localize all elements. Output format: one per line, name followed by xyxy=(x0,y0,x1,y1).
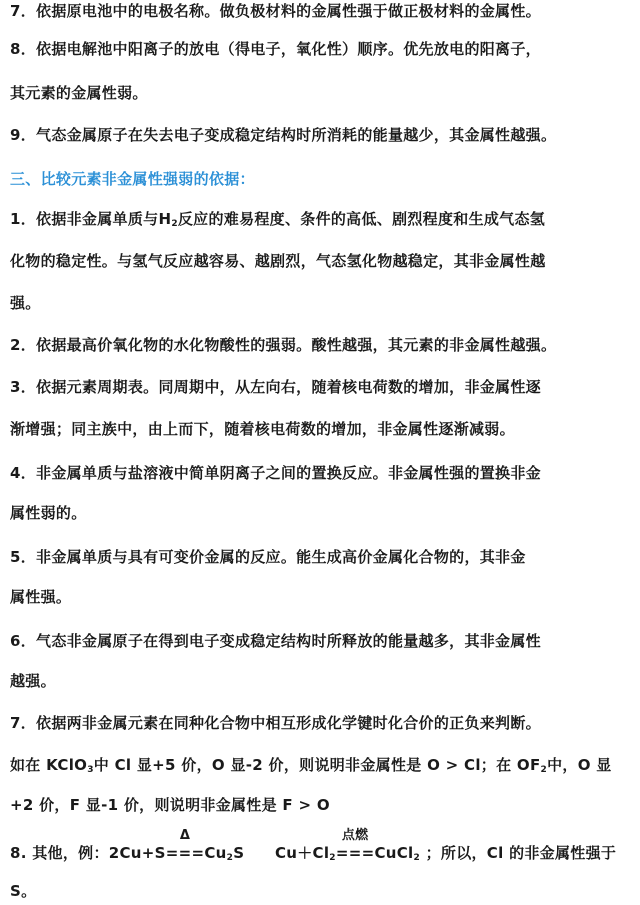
heat-symbol: Δ xyxy=(179,828,191,843)
text-fragment: 反应的难易程度、条件的高低、剧烈程度和生成气态氢 xyxy=(177,210,546,228)
text-fragment: 如在 xyxy=(10,756,41,774)
text-line: S。 xyxy=(10,882,37,900)
section-heading: 三、比较元素非金属性强弱的依据： xyxy=(10,170,255,188)
reaction-arrow-heat: Δ === xyxy=(165,828,205,862)
text-line: 渐增强；同主族中，由上而下，随着核电荷数的增加，非金属性逐渐减弱。 xyxy=(10,420,515,438)
text-line: 属性弱的。 xyxy=(10,504,87,522)
text-line: 其元素的金属性弱。 xyxy=(10,84,148,102)
text-line xyxy=(10,754,612,781)
text-line: 6．气态非金属原子在得到电子变成稳定结构时所释放的能量越多，其非金属性 xyxy=(10,632,541,650)
text-line: 8．依据电解池中阳离子的放电（得电子，氧化性）顺序。优先放电的阳离子， xyxy=(10,40,541,58)
text-line: 化物的稳定性。与氢气反应越容易、越剧烈，气态氢化物越稳定，其非金属性越 xyxy=(10,252,546,270)
text-line: 9．气态金属原子在失去电子变成稳定结构时所消耗的能量越少，其金属性越强。 xyxy=(10,126,557,144)
text-line: 2．依据最高价氧化物的水化物酸性的强弱。酸性越强，其元素的非金属性越强。 xyxy=(10,336,557,354)
text-line: 属性强。 xyxy=(10,588,72,606)
text-line: 5．非金属单质与具有可变价金属的反应。能生成高价金属化合物的，其非金 xyxy=(10,548,526,566)
text-fragment: ；所以，Cl 的非金属性强于 xyxy=(425,844,617,862)
text-line xyxy=(10,208,545,235)
reaction-arrow-ignite: 点燃 === xyxy=(335,828,375,862)
text-line: 4．非金属单质与盐溶液中简单阴离子之间的置换反应。非金属性强的置换非金 xyxy=(10,464,541,482)
text-line: 强。 xyxy=(10,294,41,312)
text-line: 7．依据两非金属元素在同种化合物中相互形成化学键时化合价的正负来判断。 xyxy=(10,714,541,732)
text-line: +2 价，F 显-1 价，则说明非金属性是 F > O xyxy=(10,796,330,814)
text-fragment: 8. 其他，例：2Cu+S xyxy=(10,844,166,862)
equation-line: 8. 其他，例：2Cu+S Δ $===Cu_2S$ $Cu+Cl_2$ 点燃 ===CuCl$_2$ ；所以，Cl 的非金属性强于 xyxy=(10,828,617,863)
ignite-label: 点燃 xyxy=(341,828,369,843)
formula-of2: $OF_2$ xyxy=(516,756,548,775)
text-line: 7．依据原电池中的电极名称。做负极材料的金属性强于做正极材料的金属性。 xyxy=(10,2,541,20)
text-fragment: 1．依据非金属单质与 xyxy=(10,210,159,228)
text-fragment: 中，O 显 xyxy=(547,756,612,774)
text-fragment: 中 Cl 显+5 价，O 显-2 价，则说明非金属性是 O > Cl；在 xyxy=(93,756,512,774)
text-fragment: S Cu＋Cl xyxy=(233,844,330,862)
formula-h2: $H_2$ xyxy=(158,210,178,229)
text-line: 越强。 xyxy=(10,672,56,690)
text-fragment: CuCl xyxy=(374,844,414,862)
text-line: 3．依据元素周期表。同周期中，从左向右，随着核电荷数的增加，非金属性逐 xyxy=(10,378,541,396)
formula-kclo3: KClO$_3$ xyxy=(46,756,94,775)
text-fragment: Cu xyxy=(204,844,227,862)
